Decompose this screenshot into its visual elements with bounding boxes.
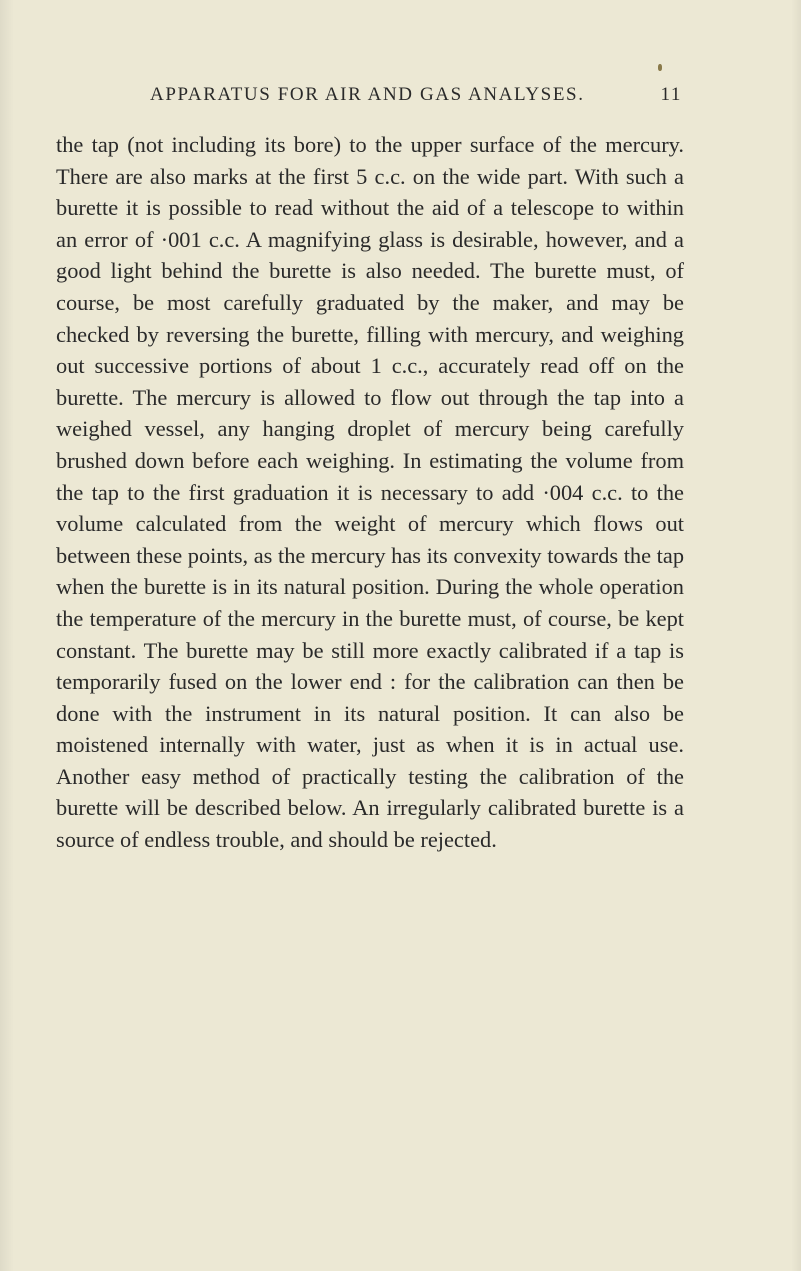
page-number: 11 [660,84,682,105]
running-head: APPARATUS FOR AIR AND GAS ANALYSES. [150,84,585,105]
page-header [150,84,682,114]
ink-speck [658,64,662,71]
body-text [56,129,684,856]
body-paragraph: the tap (not including its bore) to the upper surface of the mercury. There are also marks at the first 5 c.c. on the wide part. With such a burette it is possible to read without the aid of a telescope to within an error of ·001 c.c. A magnifying glass is desirable, however, and a good light behind the burette is also needed. The burette must, of course, be most carefully graduated by the maker, and may be checked by reversing the burette, filling with mercury, and weighing out successive portions of about 1 c.c., accurately read off on the burette. The mercury is allowed to flow out through the tap into a weighed vessel, any hanging droplet of mercury being carefully brushed down before each weighing. In estimating the volume from the tap to the first graduation it is necessary to add ·004 c.c. to the volume calculated from the weight of mercury which flows out between these points, as the mercury has its convexity towards the tap when the burette is in its natural position. During the whole operation the temperature of the mercury in the burette must, of course, be kept constant. The burette may be still more exactly calibrated if a tap is temporarily fused on the lower end : for the calibration can then be done with the instrument in its natural position. It can also be moistened internally with water, just as when it is in actual use. Another easy method of practically testing the calibration of the burette will be described below. An irregularly calibrated burette is a source of endless trouble, and should be rejected. [56,132,685,853]
